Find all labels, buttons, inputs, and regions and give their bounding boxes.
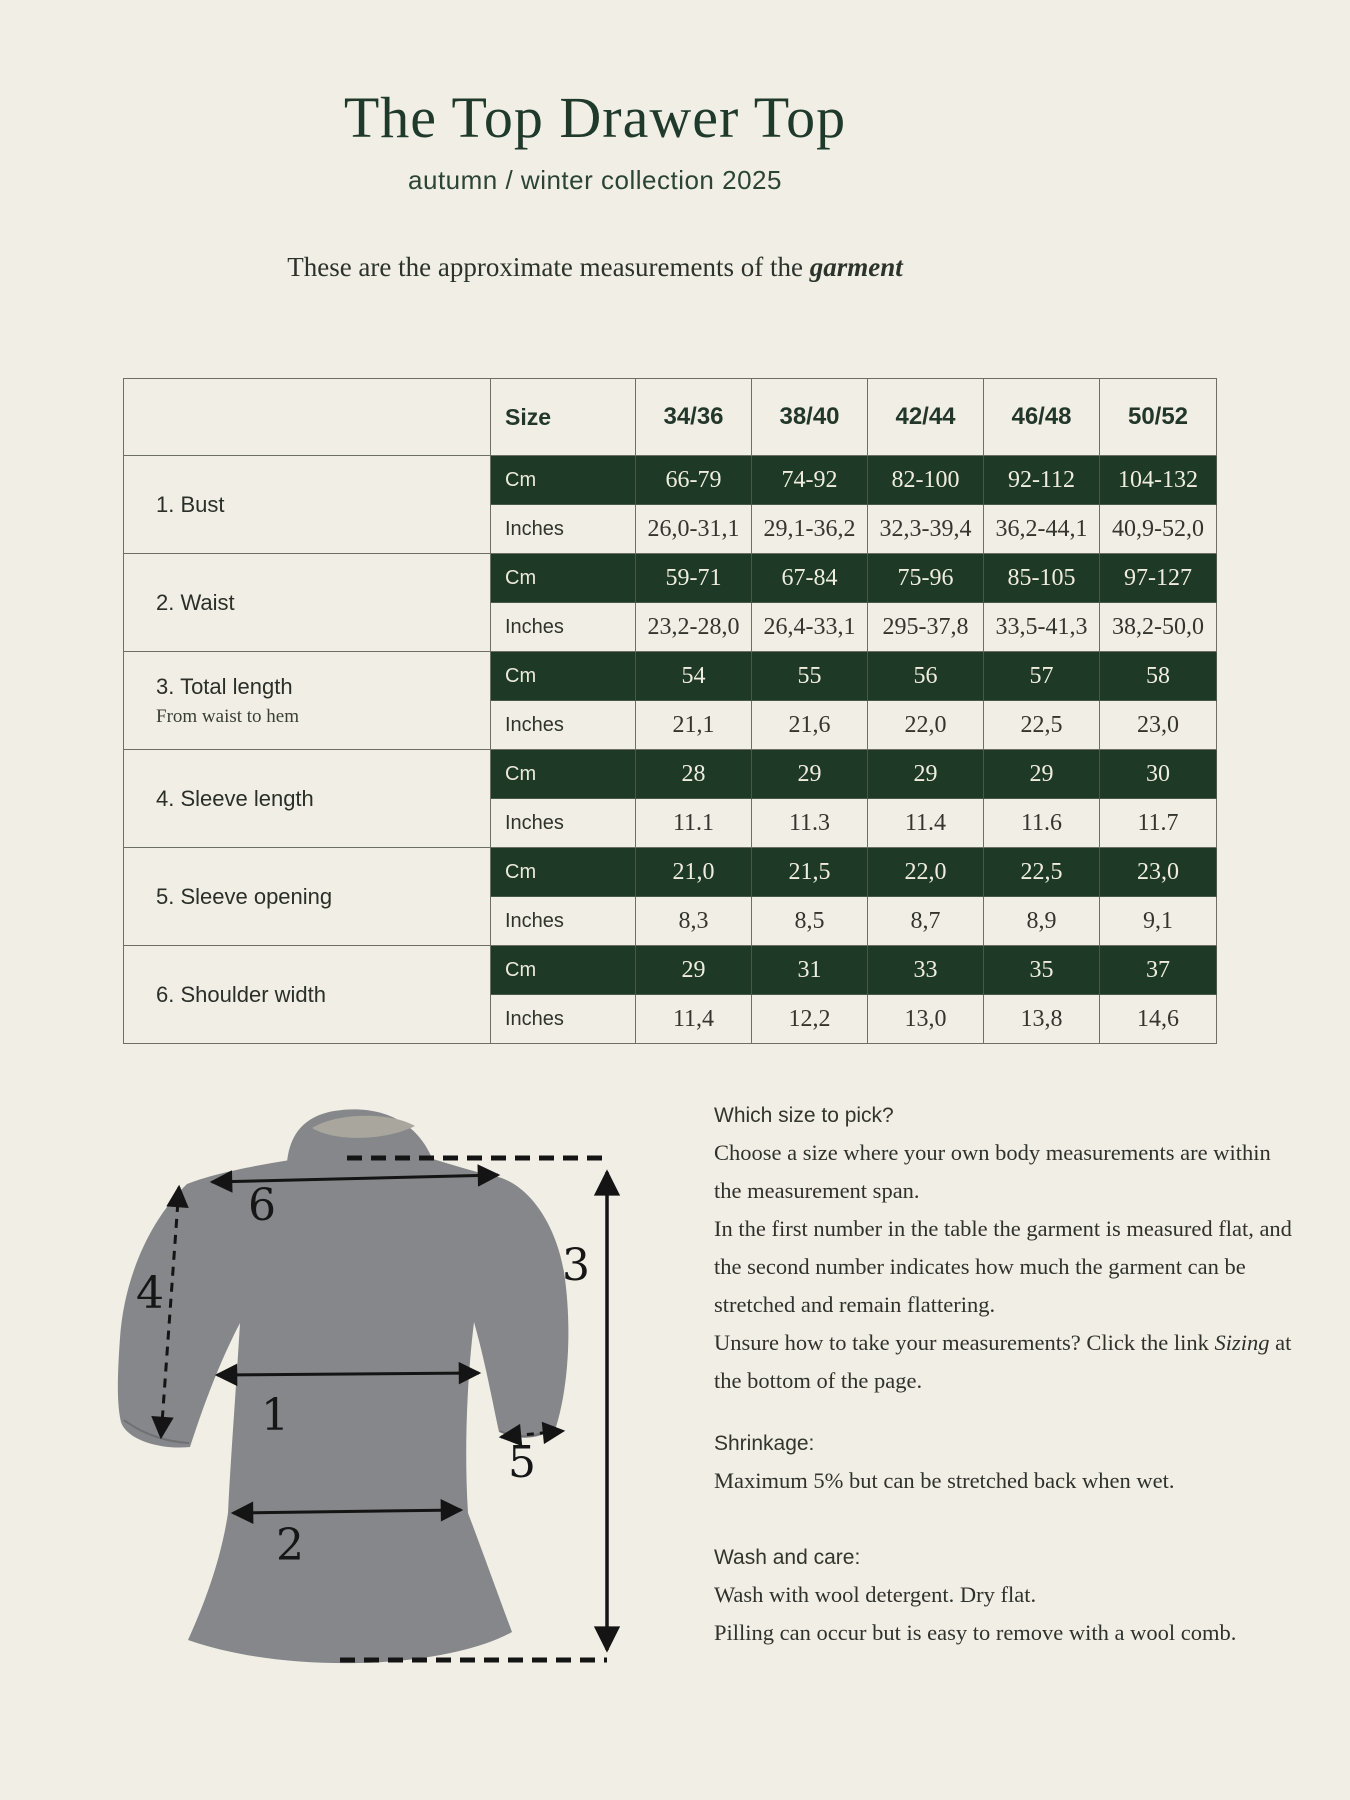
page-header bbox=[0, 84, 1190, 196]
cm-value-cell: 97-127 bbox=[1100, 554, 1217, 603]
cm-value-cell: 29 bbox=[752, 750, 868, 799]
cm-value-cell: 22,5 bbox=[984, 848, 1100, 897]
shrinkage-heading: Shrinkage: bbox=[714, 1432, 815, 1455]
inches-value-cell: 22,0 bbox=[868, 701, 984, 750]
diagram-label-total-length: 3 bbox=[562, 1240, 590, 1291]
cm-value-cell: 33 bbox=[868, 946, 984, 995]
measurement-label: 4. Sleeve length bbox=[124, 750, 491, 848]
cm-value-cell: 54 bbox=[636, 652, 752, 701]
inches-value-cell: 23,2-28,0 bbox=[636, 603, 752, 652]
garment-measurement-diagram bbox=[90, 1080, 650, 1800]
table-row-cm bbox=[124, 848, 1217, 897]
shrinkage-body: Maximum 5% but can be stretched back when wet. bbox=[714, 1468, 1175, 1493]
cm-value-cell: 67-84 bbox=[752, 554, 868, 603]
diagram-label-waist: 2 bbox=[276, 1520, 304, 1571]
cm-value-cell: 31 bbox=[752, 946, 868, 995]
size-table-body bbox=[124, 456, 1217, 1044]
inches-value-cell: 33,5-41,3 bbox=[984, 603, 1100, 652]
cm-value-cell: 21,5 bbox=[752, 848, 868, 897]
inches-value-cell: 11.4 bbox=[868, 799, 984, 848]
inches-value-cell: 26,4-33,1 bbox=[752, 603, 868, 652]
unit-label-inches: Inches bbox=[491, 995, 636, 1044]
diagram-label-bust: 1 bbox=[261, 1390, 289, 1441]
measurement-label: 6. Shoulder width bbox=[124, 946, 491, 1044]
inches-value-cell: 21,6 bbox=[752, 701, 868, 750]
cm-value-cell: 56 bbox=[868, 652, 984, 701]
cm-value-cell: 23,0 bbox=[1100, 848, 1217, 897]
cm-value-cell: 37 bbox=[1100, 946, 1217, 995]
inches-value-cell: 8,5 bbox=[752, 897, 868, 946]
inches-value-cell: 11,4 bbox=[636, 995, 752, 1044]
inches-value-cell: 8,7 bbox=[868, 897, 984, 946]
size-column-header: 42/44 bbox=[868, 379, 984, 456]
garment-illustration bbox=[118, 1109, 569, 1663]
unit-label-inches: Inches bbox=[491, 603, 636, 652]
cm-value-cell: 104-132 bbox=[1100, 456, 1217, 505]
table-row-cm bbox=[124, 946, 1217, 995]
unit-label-inches: Inches bbox=[491, 897, 636, 946]
measurement-label: 1. Bust bbox=[124, 456, 491, 554]
diagram-label-shoulder-width: 6 bbox=[248, 1180, 276, 1231]
unit-label-cm: Cm bbox=[491, 750, 636, 799]
cm-value-cell: 55 bbox=[752, 652, 868, 701]
inches-value-cell: 21,1 bbox=[636, 701, 752, 750]
inches-value-cell: 12,2 bbox=[752, 995, 868, 1044]
cm-value-cell: 21,0 bbox=[636, 848, 752, 897]
diagram-label-sleeve-opening: 5 bbox=[508, 1437, 536, 1488]
intro-emphasis: garment bbox=[809, 252, 903, 282]
sizing-heading: Which size to pick? bbox=[714, 1104, 894, 1127]
table-row-cm bbox=[124, 750, 1217, 799]
cm-value-cell: 82-100 bbox=[868, 456, 984, 505]
measurement-label: 3. Total length From waist to hem bbox=[124, 652, 491, 750]
unit-label-inches: Inches bbox=[491, 799, 636, 848]
inches-value-cell: 11.7 bbox=[1100, 799, 1217, 848]
cm-value-cell: 35 bbox=[984, 946, 1100, 995]
care-line-2: Pilling can occur but is easy to remove with a wool comb. bbox=[714, 1620, 1237, 1645]
cm-value-cell: 74-92 bbox=[752, 456, 868, 505]
sizing-link-reference: Sizing bbox=[1214, 1330, 1270, 1355]
sizing-p3-text: Unsure how to take your measurements? Click the link bbox=[714, 1330, 1215, 1355]
measurement-label: 2. Waist bbox=[124, 554, 491, 652]
measurement-sublabel: From waist to hem bbox=[156, 705, 300, 727]
cm-value-cell: 66-79 bbox=[636, 456, 752, 505]
inches-value-cell: 23,0 bbox=[1100, 701, 1217, 750]
sizing-paragraph-1: Choose a size where your own body measurements are within the measurement span. bbox=[714, 1140, 1271, 1203]
inches-value-cell: 26,0-31,1 bbox=[636, 505, 752, 554]
size-header-label: Size bbox=[491, 379, 636, 456]
inches-value-cell: 38,2-50,0 bbox=[1100, 603, 1217, 652]
size-header-row bbox=[124, 379, 1217, 456]
diagram-label-sleeve-length: 4 bbox=[136, 1268, 164, 1319]
inches-value-cell: 13,0 bbox=[868, 995, 984, 1044]
sizing-paragraph-2: In the first number in the table the garment is measured flat, and the second number indicates how much the garment can be stretched and remain flattering. bbox=[714, 1216, 1292, 1317]
inches-value-cell: 11.6 bbox=[984, 799, 1100, 848]
cm-value-cell: 29 bbox=[636, 946, 752, 995]
unit-label-inches: Inches bbox=[491, 505, 636, 554]
cm-value-cell: 92-112 bbox=[984, 456, 1100, 505]
sizing-p3-suffix: at the bottom of the page. bbox=[714, 1330, 1292, 1393]
unit-label-cm: Cm bbox=[491, 456, 636, 505]
cm-value-cell: 85-105 bbox=[984, 554, 1100, 603]
unit-label-cm: Cm bbox=[491, 554, 636, 603]
size-table bbox=[123, 378, 1217, 1044]
inches-value-cell: 13,8 bbox=[984, 995, 1100, 1044]
size-column-header: 46/48 bbox=[984, 379, 1100, 456]
inches-value-cell: 11.3 bbox=[752, 799, 868, 848]
size-column-header: 50/52 bbox=[1100, 379, 1217, 456]
arrow-bust bbox=[217, 1373, 479, 1375]
cm-value-cell: 22,0 bbox=[868, 848, 984, 897]
inches-value-cell: 8,3 bbox=[636, 897, 752, 946]
inches-value-cell: 36,2-44,1 bbox=[984, 505, 1100, 554]
inches-value-cell: 29,1-36,2 bbox=[752, 505, 868, 554]
cm-value-cell: 75-96 bbox=[868, 554, 984, 603]
table-row-cm bbox=[124, 652, 1217, 701]
cm-value-cell: 29 bbox=[984, 750, 1100, 799]
inches-value-cell: 8,9 bbox=[984, 897, 1100, 946]
size-column-header: 34/36 bbox=[636, 379, 752, 456]
info-column bbox=[714, 1098, 1294, 1652]
cm-value-cell: 59-71 bbox=[636, 554, 752, 603]
page-subtitle: autumn / winter collection 2025 bbox=[408, 165, 782, 195]
page-title: The Top Drawer Top bbox=[343, 85, 847, 150]
inches-value-cell: 32,3-39,4 bbox=[868, 505, 984, 554]
care-heading: Wash and care: bbox=[714, 1546, 861, 1569]
intro-text: These are the approximate measurements of the bbox=[287, 252, 810, 282]
inches-value-cell: 40,9-52,0 bbox=[1100, 505, 1217, 554]
inches-value-cell: 295-37,8 bbox=[868, 603, 984, 652]
unit-label-cm: Cm bbox=[491, 652, 636, 701]
size-column-header: 38/40 bbox=[752, 379, 868, 456]
inches-value-cell: 11.1 bbox=[636, 799, 752, 848]
intro-line bbox=[0, 252, 1190, 283]
cm-value-cell: 57 bbox=[984, 652, 1100, 701]
unit-label-cm: Cm bbox=[491, 848, 636, 897]
inches-value-cell: 22,5 bbox=[984, 701, 1100, 750]
cm-value-cell: 30 bbox=[1100, 750, 1217, 799]
table-corner-cell bbox=[124, 379, 491, 456]
table-row-cm bbox=[124, 456, 1217, 505]
inches-value-cell: 9,1 bbox=[1100, 897, 1217, 946]
inches-value-cell: 14,6 bbox=[1100, 995, 1217, 1044]
cm-value-cell: 58 bbox=[1100, 652, 1217, 701]
unit-label-inches: Inches bbox=[491, 701, 636, 750]
sizing-paragraph-3 bbox=[714, 1324, 1294, 1400]
cm-value-cell: 29 bbox=[868, 750, 984, 799]
measurement-label: 5. Sleeve opening bbox=[124, 848, 491, 946]
unit-label-cm: Cm bbox=[491, 946, 636, 995]
cm-value-cell: 28 bbox=[636, 750, 752, 799]
care-line-1: Wash with wool detergent. Dry flat. bbox=[714, 1582, 1037, 1607]
table-row-cm bbox=[124, 554, 1217, 603]
